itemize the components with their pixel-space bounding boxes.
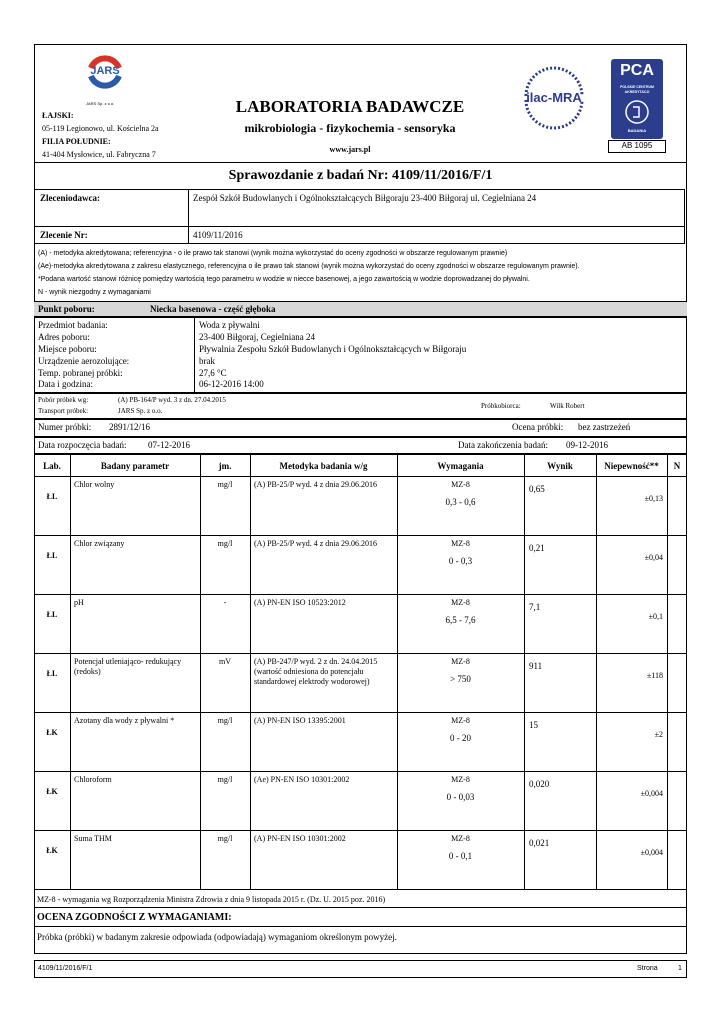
transport-label: Transport próbek: xyxy=(38,407,89,415)
cell-param: Chloroform xyxy=(74,775,112,784)
transport-value: JARS Sp. z o.o. xyxy=(118,407,163,415)
cell-param: Chlor związany xyxy=(74,539,125,548)
field-value: 06-12-2016 14:00 xyxy=(199,379,264,389)
cell-req-value: 0 - 20 xyxy=(450,733,471,743)
field-label: Urządzenie aerozolujące: xyxy=(38,356,130,366)
cell-method: (A) PN-EN ISO 13395:2001 xyxy=(254,716,346,725)
row-divider xyxy=(34,712,687,713)
cell-unit: mg/l xyxy=(217,834,233,843)
pca-emblem-icon xyxy=(624,99,650,125)
cell-method: (A) PN-EN ISO 10523:2012 xyxy=(254,598,346,607)
cell-req-value: 0,3 - 0,6 xyxy=(445,497,476,507)
cell-lab: ŁL xyxy=(46,492,58,501)
page-number: 1 xyxy=(678,965,682,972)
cell-method: (Ae) PN-EN ISO 10301:2002 xyxy=(254,775,350,784)
cell-uncertainty: ±118 xyxy=(646,671,663,680)
cell-result: 15 xyxy=(529,720,538,730)
accreditation-number: AB 1095 xyxy=(621,141,653,150)
lab-website: www.jars.pl xyxy=(329,145,371,154)
sample-point-label: Punkt poboru: xyxy=(38,304,95,314)
cell-uncertainty: ±0,1 xyxy=(648,612,663,621)
col-header-unit: jm. xyxy=(218,461,232,471)
pca-text: PCA xyxy=(620,62,654,79)
page-footer-box xyxy=(34,960,687,978)
cell-result: 0,21 xyxy=(529,543,545,553)
cell-unit: mV xyxy=(219,657,231,666)
cell-unit: mg/l xyxy=(217,716,233,725)
start-date-label: Data rozpoczęcia badań: xyxy=(38,440,127,450)
office2-address: 41-404 Mysłowice, ul. Fabryczna 7 xyxy=(42,150,156,159)
field-value: 27,6 °C xyxy=(199,368,227,378)
cell-req-value: 6,5 - 7,6 xyxy=(445,615,476,625)
cell-req-code: MZ-8 xyxy=(451,480,470,489)
sample-point-bar xyxy=(34,301,687,317)
row-divider xyxy=(34,594,687,595)
field-value: brak xyxy=(199,356,215,366)
cell-req-code: MZ-8 xyxy=(451,775,470,784)
legend-line: *Podana wartość stanowi różnicę pomiędzy wartością tego parametru w wodzie w niecce basenowej, a jego zawartością w wodzie doprowadzanej do pływalni. xyxy=(38,276,530,283)
field-value: Woda z pływalni xyxy=(199,320,260,330)
cell-lab: ŁK xyxy=(46,846,58,855)
col-header-lab: Lab. xyxy=(43,461,61,471)
pca-sub3: BADANIA xyxy=(627,128,647,133)
cell-param: Suma THM xyxy=(74,834,112,843)
cell-unit: mg/l xyxy=(217,539,233,548)
cell-lab: ŁL xyxy=(46,551,58,560)
logo-text: JARS xyxy=(90,65,120,77)
assessment-value: bez zastrzeżeń xyxy=(578,422,631,432)
legend-line: (Ae)-metodyka akredytowana z zakresu elastycznego, referencyjna o ile prawo tak stanowi (wynik można wykorzystać do oceny zgodności w obszarze regulowanym prawnie). xyxy=(38,263,580,270)
order-value: 4109/11/2016 xyxy=(193,230,243,240)
cell-method: (A) PB-247/P wyd. 2 z dn. 24.04.2015 (wartość odniesiona do potencjału standardowej elektrody wodorowej) xyxy=(254,657,378,686)
cell-lab: ŁK xyxy=(46,787,58,796)
row-divider xyxy=(34,771,687,772)
cell-method: (A) PN-EN ISO 10301:2002 xyxy=(254,834,346,843)
legend-line: (A) - metodyka akredytowana; referencyjna - o ile prawo tak stanowi (wynik można wykorzystać do oceny zgodności w obszarze regulowanym prawnie) xyxy=(38,250,508,257)
sample-point-value: Niecka basenowa - część głęboka xyxy=(150,304,276,314)
cell-result: 911 xyxy=(529,661,543,671)
report-title: Sprawozdanie z badań Nr: 4109/11/2016/F/1 xyxy=(228,168,493,183)
cell-unit: - xyxy=(223,598,227,607)
row-divider xyxy=(34,535,687,536)
cell-param: Chlor wolny xyxy=(74,480,115,489)
sample-fields-box xyxy=(34,317,687,393)
cell-param: Azotany dla wody z pływalni * xyxy=(74,716,175,725)
cell-lab: ŁL xyxy=(46,669,58,678)
conformity-title: OCENA ZGODNOŚCI Z WYMAGANIAMI: xyxy=(37,912,232,923)
cell-req-code: MZ-8 xyxy=(451,834,470,843)
col-header-method: Metodyka badania w/g xyxy=(279,461,368,471)
mz8-note: MZ-8 - wymagania wg Rozporządzenia Ministra Zdrowia z dnia 9 listopada 2015 r. (Dz. U. 2015 poz. 2016) xyxy=(37,895,386,904)
cell-param: Potencjał utleniająco- redukujący (redoks) xyxy=(74,657,182,676)
client-value: Zespół Szkół Budowlanych i Ogólnokształcących Biłgoraju 23-400 Biłgoraj ul. Cegielniana 24 xyxy=(193,193,537,203)
cell-uncertainty: ±2 xyxy=(654,730,663,739)
cell-param: pH xyxy=(74,598,84,607)
end-date-label: Data zakończenia badań: xyxy=(458,440,548,450)
cell-req-code: MZ-8 xyxy=(451,657,470,666)
cell-lab: ŁL xyxy=(46,610,58,619)
cell-unit: mg/l xyxy=(217,480,233,489)
field-label: Przedmiot badania: xyxy=(38,320,108,330)
cell-req-value: 0 - 0,03 xyxy=(446,792,475,802)
pca-sub1: POLSKIE CENTRUM xyxy=(620,85,654,89)
field-label: Data i godzina: xyxy=(38,379,93,389)
lab-subtitle: mikrobiologia - fizykochemia - sensoryka xyxy=(244,121,456,135)
cell-unit: mg/l xyxy=(217,775,233,784)
field-label: Adres poboru: xyxy=(38,332,90,342)
page-label: Strona xyxy=(637,965,658,972)
office2-label: FILIA POŁUDNIE: xyxy=(42,137,111,146)
row-divider xyxy=(34,653,687,654)
order-label: Zlecenie Nr: xyxy=(40,230,88,240)
cell-uncertainty: ±0,004 xyxy=(640,789,663,798)
ilac-text: ilac-MRA xyxy=(526,90,582,105)
cell-result: 7,1 xyxy=(529,602,541,612)
conformity-text: Próbka (próbki) w badanym zakresie odpowiada (odpowiadają) wymaganiom określonym powyżej. xyxy=(37,932,397,942)
col-header-requirements: Wymagania xyxy=(437,461,484,471)
cell-req-code: MZ-8 xyxy=(451,716,470,725)
cell-req-value: 0 - 0,3 xyxy=(448,556,473,566)
field-value: Pływalnia Zespołu Szkół Budowlanych i Ogólnokształcących w Biłgoraju xyxy=(199,344,467,354)
sample-number-value: 2891/12/16 xyxy=(109,422,151,432)
office1-address: 05-119 Legionowo, ul. Kościelna 2a xyxy=(42,124,159,133)
cell-req-code: MZ-8 xyxy=(451,539,470,548)
client-label: Zleceniodawca: xyxy=(40,193,100,203)
sampling-value: (A) PB-164/P wyd. 3 z dn. 27.04.2015 xyxy=(118,396,226,404)
col-header-param: Badany parametr xyxy=(100,461,170,471)
start-date-value: 07-12-2016 xyxy=(148,440,190,450)
cell-method: (A) PB-25/P wyd. 4 z dnia 29.06.2016 xyxy=(254,480,378,489)
pca-sub2: AKREDYTACJI xyxy=(624,90,650,94)
sample-number-label: Numer próbki: xyxy=(38,422,92,432)
col-header-n: N xyxy=(673,461,681,471)
cell-lab: ŁK xyxy=(46,728,58,737)
lab-title: LABORATORIA BADAWCZE xyxy=(235,97,465,116)
field-label: Miejsce poboru: xyxy=(38,344,97,354)
sampler-label: Próbkobiorca: xyxy=(481,402,521,410)
cell-result: 0,021 xyxy=(529,838,550,848)
cell-method: (A) PB-25/P wyd. 4 z dnia 29.06.2016 xyxy=(254,539,378,548)
cell-req-value: > 750 xyxy=(450,674,471,684)
col-header-uncertainty: Niepewność** xyxy=(604,461,659,471)
jars-logo xyxy=(82,46,128,104)
assessment-label: Ocena próbki: xyxy=(512,422,564,432)
cell-result: 0,65 xyxy=(529,484,545,494)
cell-uncertainty: ±0,13 xyxy=(644,494,663,503)
field-label: Temp. pobranej próbki: xyxy=(38,368,123,378)
sampler-value: Wilk Robert xyxy=(550,402,585,410)
cell-uncertainty: ±0,004 xyxy=(640,848,663,857)
ilac-mra-logo xyxy=(512,58,596,138)
end-date-value: 09-12-2016 xyxy=(566,440,608,450)
cell-req-code: MZ-8 xyxy=(451,598,470,607)
row-divider xyxy=(34,830,687,831)
logo-subtitle: JARS Sp. z o.o. xyxy=(86,101,115,106)
office1-label: ŁAJSKI: xyxy=(42,111,74,120)
sampling-label: Pobór próbek wg: xyxy=(38,396,89,404)
col-header-result: Wynik xyxy=(547,461,573,471)
field-value: 23-400 Biłgoraj, Cegielniana 24 xyxy=(199,332,315,342)
legend-line: N - wynik niezgodny z wymaganiami xyxy=(38,289,151,296)
cell-uncertainty: ±0,04 xyxy=(644,553,663,562)
cell-result: 0,020 xyxy=(529,779,550,789)
cell-req-value: 0 - 0,1 xyxy=(448,851,473,861)
page-ref: 4109/11/2016/F/1 xyxy=(38,965,93,972)
